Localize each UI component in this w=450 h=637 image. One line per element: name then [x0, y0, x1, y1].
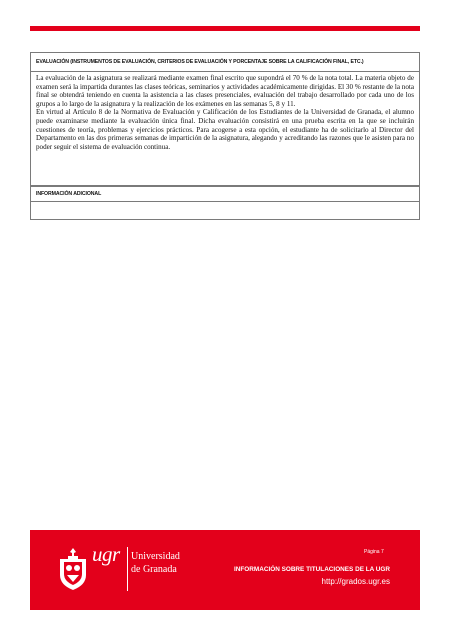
top-red-bar — [30, 26, 420, 31]
footer-url-link[interactable]: http://grados.ugr.es — [321, 577, 390, 586]
university-name-line-1: Universidad — [131, 551, 180, 562]
additional-info-content — [31, 202, 419, 206]
university-crest-icon — [57, 547, 89, 591]
evaluation-paragraph-1: La evaluación de la asignatura se realizará mediante examen final escrito que supondrá el 70 % de la nota total. La materia objeto de examen será la impartida durantes las clases teóricas, seminarios y actividades académicamente dirigidas. El 30 % restante de la nota final se obtendrá teniendo en cuenta la asistencia a las clases presenciales, evaluación del trabajo desarrollado por cada uno de los grupos a lo largo de la asignatura y la realización de los exámenes en las semanas 5, 8 y 11. — [36, 74, 414, 108]
additional-info-heading: INFORMACIÓN ADICIONAL — [31, 187, 419, 202]
evaluation-section — [30, 52, 420, 186]
evaluation-paragraph-2: En virtud al Artículo 8 de la Normativa de Evaluación y Calificación de los Estudiantes de la Universidad de Granada, el alumno puede examinarse mediante la evaluación única final. Dicha evaluación consistirá en una prueba escrita en la que se incluirán cuestiones de teoría, problemas y ejercicios prácticos. Para acogerse a esta opción, el estudiante ha de solicitarlo al Director del Departamento en las dos primeras semanas de impartición de la asignatura, alegando y acreditando las razones que le asisten para no poder seguir el sistema de evaluación continua. — [36, 108, 414, 151]
page-number: Página 7 — [364, 549, 384, 555]
evaluation-body — [31, 72, 419, 153]
evaluation-heading: EVALUACIÓN (INSTRUMENTOS DE EVALUACIÓN, CRITERIOS DE EVALUACIÓN Y PORCENTAJE SOBRE LA CALIFICACIÓN FINAL, ETC.) — [31, 53, 419, 72]
footer-info-title: INFORMACIÓN SOBRE TITULACIONES DE LA UGR — [234, 566, 390, 573]
page-footer — [30, 530, 420, 610]
additional-info-section — [30, 186, 420, 220]
university-name-line-2: de Granada — [131, 564, 177, 575]
logo-divider — [127, 547, 128, 591]
university-name — [131, 550, 180, 576]
ugr-wordmark: ugr — [92, 542, 120, 566]
